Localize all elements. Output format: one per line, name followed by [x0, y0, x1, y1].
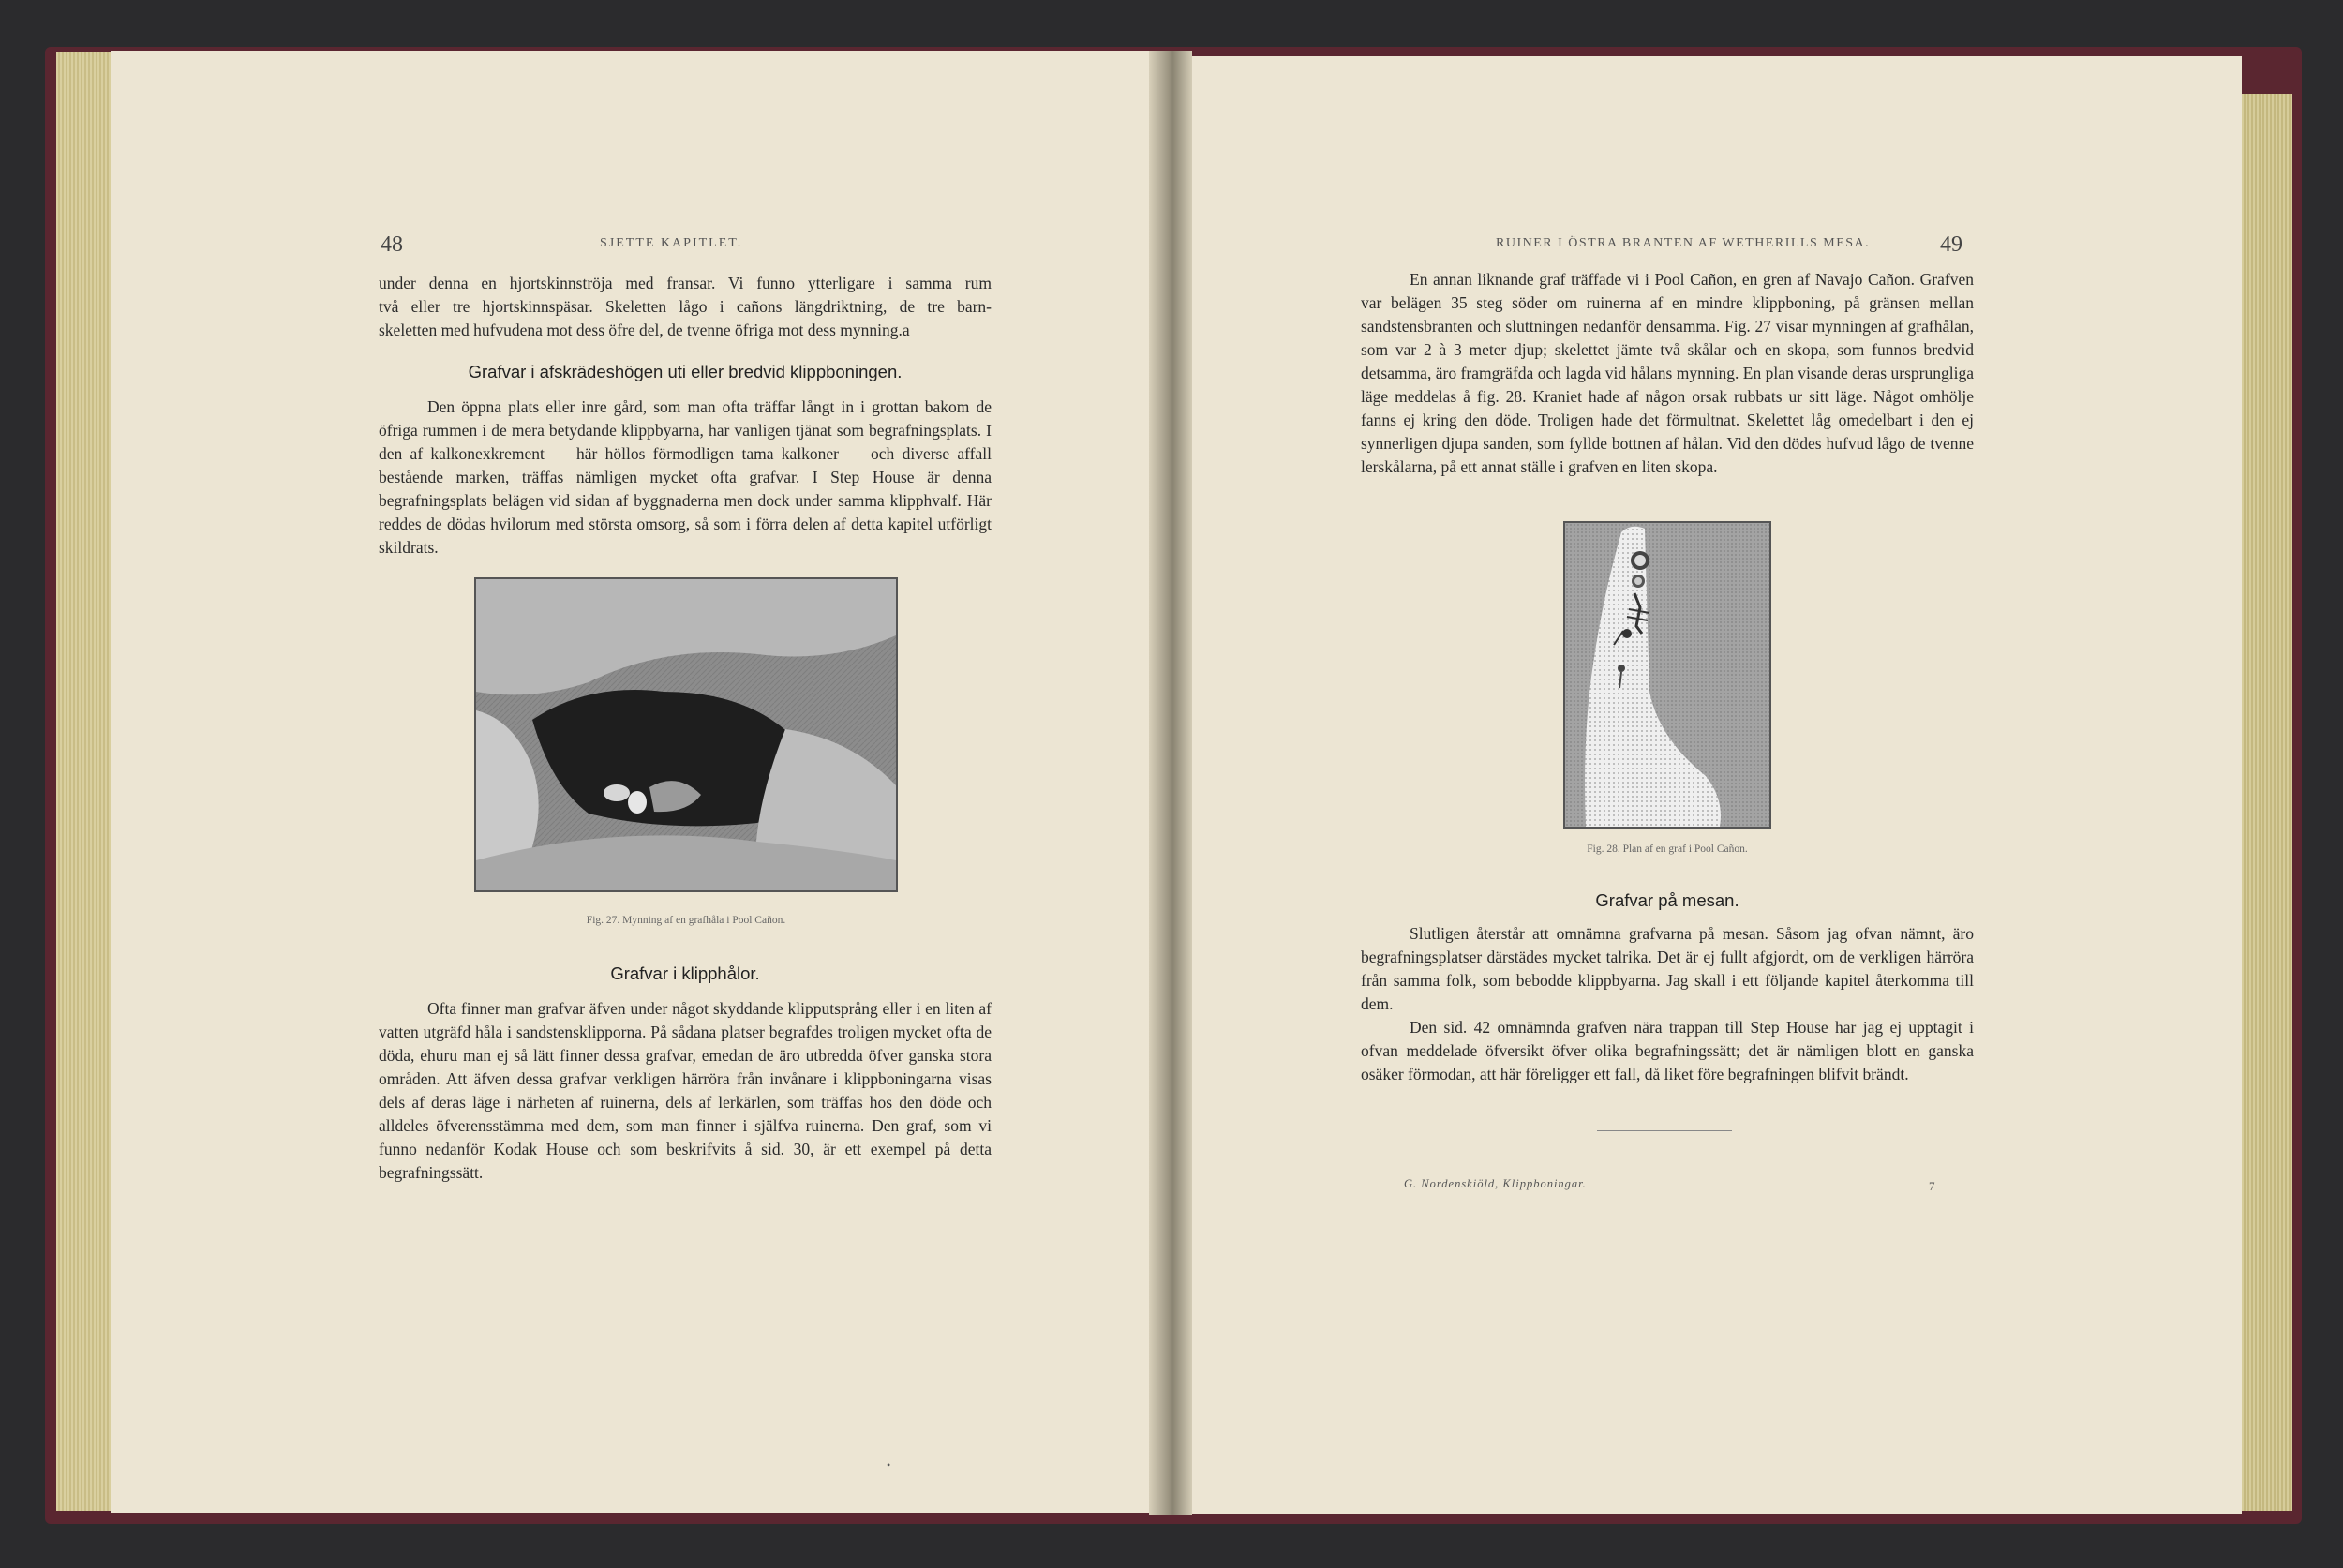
figure-28-caption: Fig. 28. Plan af en graf i Pool Cañon. [1587, 844, 1748, 855]
right-heading: Grafvar på mesan. [1595, 890, 1739, 910]
right-paragraph-3: Den sid. 42 omnämnda grafven nära trappan till Step House har jag ej upptagit i ofvan meddelade öfversikt öfver olika begrafningssätt; det är nämligen blott en ganska osäker förmodan, att här föreligger ett fall, då liket före begrafningen blifvit brändt. [1361, 1018, 1974, 1083]
text-line: skeletten med hufvudena mot dess öfre del, de tvenne öfriga mot dess mynning.a [379, 321, 910, 339]
left-paragraph-1 [379, 272, 992, 342]
figure-28-plan [1563, 521, 1771, 829]
left-running-head: SJETTE KAPITLET. [600, 236, 743, 250]
footer-signature: 7 [1929, 1179, 1935, 1193]
right-paragraph-2: Slutligen återstår att omnämna grafvarna på mesan. Såsom jag ofvan nämnt, äro begrafningsplatser därstädes mycket talrika. Det är ej fullt afgjordt, om de verkligen härröra från samma folk, som bebodde klippbyarna. Jag skall i ett följande kapitel återkomma till dem. [1361, 924, 1974, 1013]
section-divider [1597, 1130, 1732, 1131]
left-heading-2: Grafvar i klipphålor. [610, 963, 760, 983]
book-gutter [1149, 51, 1192, 1515]
page-edges-left [56, 52, 114, 1511]
left-heading-1: Grafvar i afskrädeshögen uti eller bredvid klippboningen. [468, 362, 903, 381]
figure-27-caption: Fig. 27. Mynning af en grafhåla i Pool Cañon. [586, 915, 786, 926]
left-paragraph-2: Den öppna plats eller inre gård, som man ofta träffar långt in i grottan bakom de öfriga rummen i de mera betydande klippbyarna, har vanligen tjänat som begrafningsplats. I den af kalkonexkrement — här höllos förmodligen tama kalkoner — och diverse affall bestående marken, träffas nämligen mycket ofta grafvar. I Step House är denna begrafningsplats belägen vid sidan af byggnaderna men dock under samma klipphvalf. Här reddes de dödas hvilorum med största omsorg, så som i förra delen af detta kapitel utförligt skildrats. [379, 397, 992, 557]
page-edges-right [2238, 94, 2292, 1511]
text-line: två eller tre hjortskinnspäsar. Skeletten lågo i cañons längdriktning, de tre barn- [379, 297, 992, 316]
footer-author: G. Nordenskiöld, Klippboningar. [1404, 1177, 1587, 1190]
cave-photo-illustration [476, 579, 896, 890]
right-page-number: 49 [1940, 232, 1962, 257]
left-page-number: 48 [381, 232, 403, 257]
text-line: under denna en hjortskinnströja med fransar. Vi funno ytterligare i samma rum [379, 274, 992, 292]
bottom-mark: • [887, 1458, 891, 1471]
right-paragraph-1: En annan liknande graf träffade vi i Pool Cañon, en gren af Navajo Cañon. Grafven var belägen 35 steg söder om ruinerna af en mindre klippboning, på gränsen mellan sandstensbranten och sluttningen nedanför densamma. Fig. 27 visar mynningen af grafhålan, som var 2 à 3 meter djup; skelettet jämte två skålar och en skopa, som funnos bredvid detsamma, äro framgräfda och lagda vid hålans mynning. En plan visande deras ursprungliga läge meddelas å fig. 28. Kraniet hade af någon orsak rubbats ur sitt läge. Något omhölje fanns ej kring den döde. Troligen hade det förmultnat. Skelettet låg omedelbart i den ej synnerligen djupa sanden, som fyllde bottnen af hålan. Vid den dödes hufvud lågo de tvenne lerskålarna, på ett annat ställe i grafven en liten skopa. [1361, 270, 1974, 476]
right-running-head: RUINER I ÖSTRA BRANTEN AF WETHERILLS MESA. [1496, 236, 1871, 250]
grave-plan-illustration [1565, 523, 1769, 827]
figure-27-photo [474, 577, 898, 892]
left-paragraph-3: Ofta finner man grafvar äfven under något skyddande klipputsprång eller i en liten af vatten utgräfd håla i sandstensklipporna. På sådana platser begrafdes troligen mycket ofta de döda, ehuru man ej så lätt finner dessa grafvar, emedan de äro utbredda öfver ganska stora områden. Att äfven dessa grafvar verkligen härröra från invånare i klippboningarna visas dels af deras läge i närheten af ruinerna, dels af lerkärlen, som träffas hos den döde och alldeles öfverensstämma med dem, som man finner i själfva ruinerna. Den graf, som vi funno nedanför Kodak House och som beskrifvits å sid. 30, är ett exempel på detta begrafningssätt. [379, 999, 992, 1182]
